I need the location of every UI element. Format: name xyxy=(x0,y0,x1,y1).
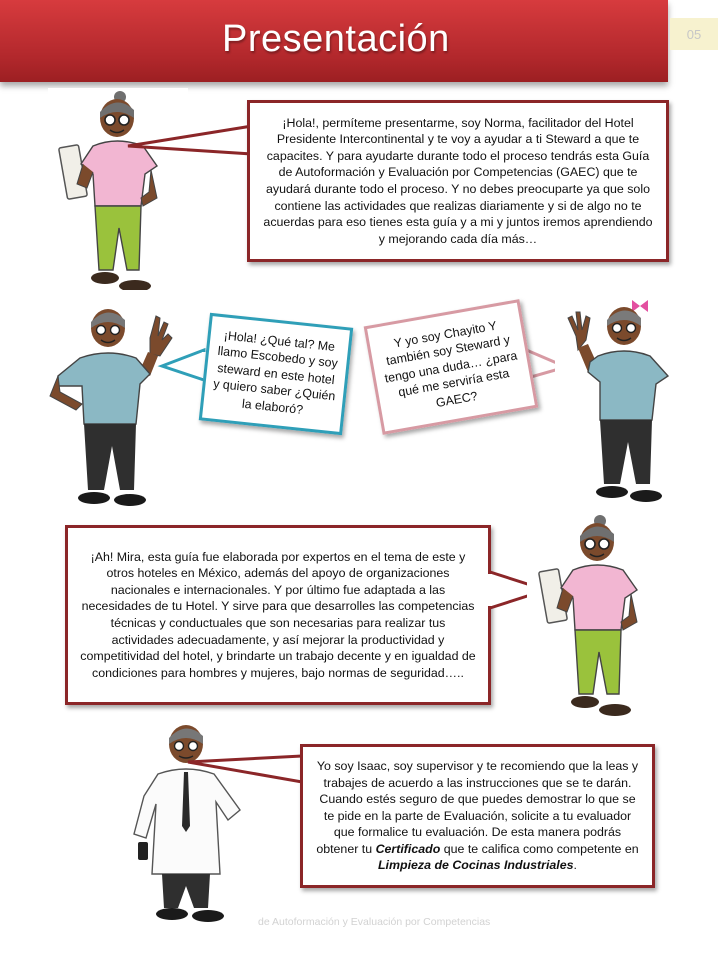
isaac-figure xyxy=(128,716,258,926)
isaac-text xyxy=(313,758,642,874)
escobedo-text: ¡Hola! ¿Qué tal? Me llamo Escobedo y soy steward en este hotel y quiero saber ¿Quién la elaboró? xyxy=(212,327,339,417)
chayito-bubble xyxy=(364,299,539,435)
page-title: Presentación xyxy=(222,18,450,60)
isaac-text-end: . xyxy=(573,858,577,873)
isaac-course-name: Limpieza de Cocinas Industriales xyxy=(377,858,574,873)
page-number: 05 xyxy=(670,18,718,50)
footer-text: de Autoformación y Evaluación por Competencias xyxy=(258,916,491,928)
norma-intro-bubble xyxy=(247,100,669,262)
norma-figure xyxy=(55,88,180,303)
isaac-text-lead: Yo soy Isaac, soy supervisor y te recomiendo que la leas y trabajes de acuerdo a las instrucciones que se te darán. Cuando estés seguro de que puedes demostrar lo que se te pide en la parte de Evaluación, solicite a tu evaluador que formalice tu evaluación. De esta manera podrás obtener tu xyxy=(316,758,639,856)
norma-answer-bubble xyxy=(65,525,491,705)
isaac-certificado: Certificado xyxy=(375,841,441,856)
norma-intro-bubble-tail xyxy=(126,124,256,164)
escobedo-figure xyxy=(46,300,186,515)
norma-answer-figure xyxy=(535,512,660,727)
escobedo-bubble xyxy=(199,313,354,435)
norma-answer-text: ¡Ah! Mira, esta guía fue elaborada por expertos en el tema de este y otros hoteles en México, además del apoyo de organizaciones nacionales e internacionales. Y por último fue adaptada a las necesidades de tu Hotel. Y sirve para que desarrolles las competencias técnicas y conductuales que son necesarias para realizar tus actividades adecuadamente, y así mejorar la productividad y competitividad del hotel, y brindarte un trabajo decente y en igualdad de condiciones para hombres y mujeres, bajo normas de seguridad….. xyxy=(80,549,476,680)
isaac-bubble xyxy=(300,744,655,888)
norma-intro-text: ¡Hola!, permíteme presentarme, soy Norma, facilitador del Hotel Presidente Intercontinental y te voy a ayudar a ti Steward a que te capacites. Y para ayudarte durante todo el proceso tendrás esta Guía de Autoformación y Evaluación por Competencias (GAEC) que te ayudará durante todo el proceso. Y no debes preocuparte ya que solo contiene las actividades que realizas diariamente y si de algo no te acuerdas para eso tienes esta guía y a mi y juntos iremos aprendiendo y mejorando cada día más… xyxy=(263,115,653,246)
chayito-text: Y yo soy Chayito Y también soy Steward y tengo una duda… ¿para qué me serviría esta GAEC? xyxy=(383,318,519,410)
isaac-bubble-tail xyxy=(186,754,306,794)
escobedo-bubble-tail xyxy=(160,346,208,386)
isaac-text-middle: que te califica como competente en xyxy=(443,841,639,856)
chayito-figure xyxy=(560,296,680,511)
